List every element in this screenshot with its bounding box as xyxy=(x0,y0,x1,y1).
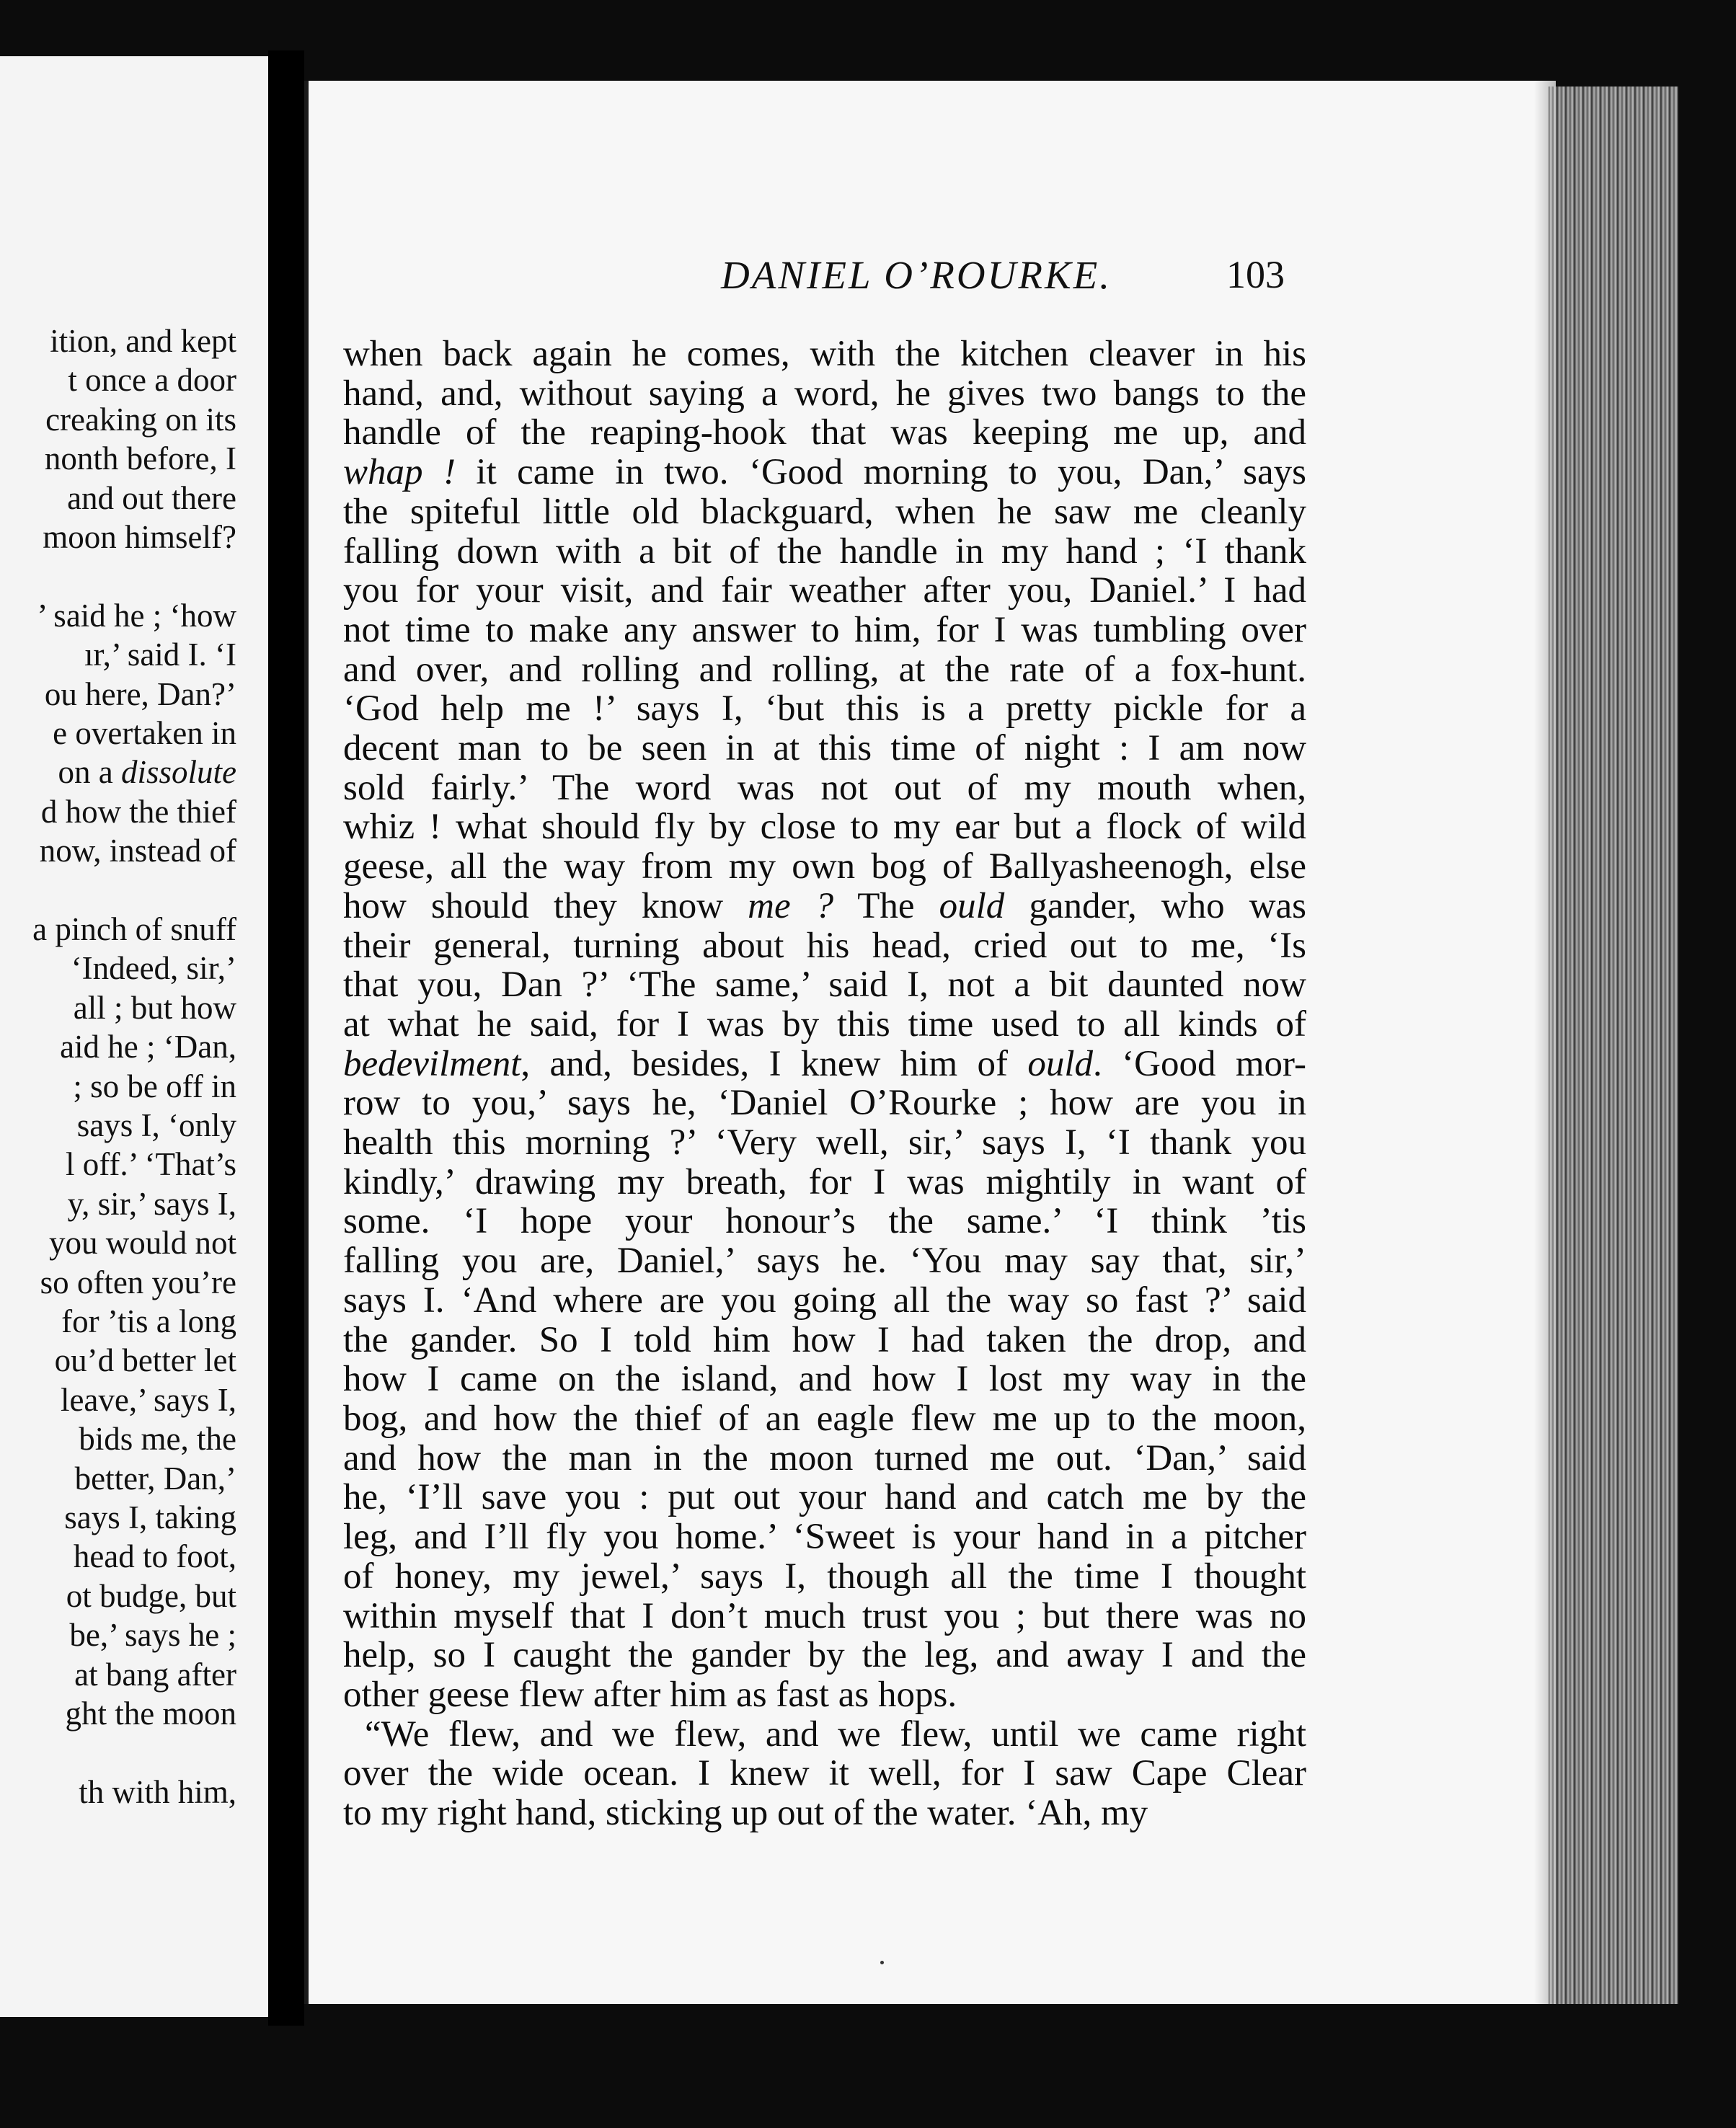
left-page-line: leave,’ says I, xyxy=(60,1381,236,1418)
left-page-line: ou here, Dan?’ xyxy=(44,675,236,712)
text-run: leg, and I’ll fly you home.’ ‘Sweet is your hand in a pitcher xyxy=(343,1517,1306,1558)
text-run: you for your visit, and fair weather after you, Daniel.’ I had xyxy=(343,570,1306,611)
text-line xyxy=(343,1241,1306,1281)
text-run: at what he said, for I was by this time used to all kinds of xyxy=(343,1003,1306,1045)
left-page-line: better, Dan,’ xyxy=(74,1460,236,1497)
text-run: gander, who was xyxy=(1004,885,1307,926)
text-run: their general, turning about his head, cried out to me, ‘Is xyxy=(343,925,1306,966)
text-line xyxy=(343,1636,1306,1675)
text-run: decent man to be seen in at this time of night : I am now xyxy=(343,728,1306,769)
left-page-line: ou’d better let xyxy=(54,1342,236,1379)
text-line xyxy=(343,1163,1306,1202)
text-run: . ‘Good mor- xyxy=(1093,1043,1306,1084)
text-run: The xyxy=(833,885,939,926)
left-page-line: head to foot, xyxy=(73,1538,236,1575)
text-line xyxy=(343,453,1306,492)
text-line xyxy=(343,887,1306,926)
text-line xyxy=(343,807,1306,847)
text-run: to my right hand, sticking up out of the water. ‘Ah, my xyxy=(343,1793,1148,1834)
left-page-line: on a dissolute xyxy=(58,754,236,791)
page-edges xyxy=(1549,87,1678,2004)
left-page-line: moon himself? xyxy=(43,519,236,555)
text-run: how should they know xyxy=(343,885,748,926)
left-page-line: all ; but how xyxy=(73,989,236,1026)
left-page-line: ; so be off in xyxy=(73,1068,236,1104)
left-page-line: creaking on its xyxy=(45,401,236,438)
text-line xyxy=(343,650,1306,690)
left-page-line: ‘Indeed, sir,’ xyxy=(71,950,236,987)
text-run: not time to make any answer to him, for I was tumbling over xyxy=(343,609,1306,650)
left-page-line: ır,’ said I. ‘I xyxy=(84,637,236,673)
left-page-line: ’ said he ; ‘how xyxy=(37,597,236,634)
book-gutter xyxy=(268,50,304,2026)
text-line xyxy=(343,611,1306,650)
text-run: me ? xyxy=(748,885,834,926)
left-page-line: nonth before, I xyxy=(44,440,236,477)
text-line xyxy=(343,729,1306,768)
text-run: the gander. So I told him how I had taken the drop, and xyxy=(343,1319,1306,1360)
left-page-line: says I, taking xyxy=(64,1499,236,1535)
text-line xyxy=(343,532,1306,572)
text-line xyxy=(343,1439,1306,1478)
text-run: within myself that I don’t much trust you ; but there was no xyxy=(343,1595,1306,1636)
text-run: ould xyxy=(1027,1043,1094,1084)
left-page-line: t once a door xyxy=(68,362,236,399)
text-line xyxy=(343,768,1306,808)
text-run: when back again he comes, with the kitchen cleaver in his xyxy=(343,334,1306,374)
text-run: hand, and, without saying a word, he gives two bangs to the xyxy=(343,373,1306,414)
left-page-line: ot budge, but xyxy=(66,1577,236,1614)
text-run: says I. ‘And where are you going all the way so fast ?’ said xyxy=(343,1280,1306,1321)
text-line xyxy=(343,1281,1306,1321)
text-line xyxy=(343,334,1306,374)
text-run: kindly,’ drawing my breath, for I was mightily in want of xyxy=(343,1161,1306,1202)
text-line xyxy=(343,1321,1306,1360)
left-page-line: bids me, the xyxy=(79,1421,236,1458)
text-line xyxy=(343,1202,1306,1241)
page-body-text xyxy=(343,334,1306,1833)
text-run: geese, all the way from my own bog of Ballyasheenogh, else xyxy=(343,846,1306,887)
text-line xyxy=(343,965,1306,1005)
right-page xyxy=(304,81,1553,2004)
left-page-line: be,’ says he ; xyxy=(69,1617,236,1654)
text-run: other geese flew after him as fast as hops. xyxy=(343,1674,957,1715)
text-run: “We flew, and we flew, and we flew, until we came right xyxy=(365,1714,1306,1755)
text-line xyxy=(343,1360,1306,1399)
text-run: ould xyxy=(939,885,1005,926)
text-line xyxy=(343,926,1306,966)
text-line xyxy=(343,1517,1306,1557)
left-page-line: so often you’re xyxy=(40,1264,236,1300)
text-run: whap ! xyxy=(343,452,456,493)
text-line xyxy=(343,413,1306,453)
left-page-line: now, instead of xyxy=(39,833,236,869)
text-line xyxy=(343,1794,1306,1833)
text-line xyxy=(343,492,1306,532)
text-line xyxy=(343,571,1306,611)
text-line xyxy=(343,1045,1306,1084)
left-page-line: ght the moon xyxy=(65,1695,236,1732)
text-line xyxy=(343,1083,1306,1123)
text-run: help, so I caught the gander by the leg, and away I and the xyxy=(343,1635,1306,1676)
text-run: bog, and how the thief of an eagle flew me up to the moon, xyxy=(343,1398,1306,1439)
text-run: row to you,’ says he, ‘Daniel O’Rourke ; how are you in xyxy=(343,1083,1306,1124)
text-run: falling down with a bit of the handle in my hand ; ‘I thank xyxy=(343,531,1306,572)
text-run: , and, besides, I knew him of xyxy=(521,1043,1028,1084)
text-line xyxy=(343,1123,1306,1163)
text-line xyxy=(343,1557,1306,1597)
text-line xyxy=(343,689,1306,729)
text-run: handle of the reaping-hook that was keeping me up, and xyxy=(343,412,1306,453)
text-line xyxy=(343,1478,1306,1517)
left-page-line: th with him, xyxy=(79,1773,236,1810)
running-head: DANIEL O’ROURKE. xyxy=(721,253,1112,297)
text-run: falling you are, Daniel,’ says he. ‘You may say that, sir,’ xyxy=(343,1241,1306,1282)
text-run: whiz ! what should fly by close to my ear but a flock of wild xyxy=(343,807,1306,848)
left-page-line: and out there xyxy=(67,479,236,516)
left-page-line: a pinch of snuff xyxy=(32,911,236,947)
text-run: and over, and rolling and rolling, at the rate of a fox-hunt. xyxy=(343,649,1306,690)
left-page-line: e overtaken in xyxy=(53,715,236,751)
text-line xyxy=(343,1597,1306,1636)
text-run: and how the man in the moon turned me out. ‘Dan,’ said xyxy=(343,1437,1306,1478)
text-line xyxy=(343,1754,1306,1794)
text-run: the spiteful little old blackguard, when he saw me cleanly xyxy=(343,491,1306,532)
left-page-line: at bang after xyxy=(74,1656,236,1693)
text-run: how I came on the island, and how I lost my way in the xyxy=(343,1359,1306,1400)
left-page-line: l off.’ ‘That’s xyxy=(65,1146,236,1183)
text-run: it came in two. ‘Good morning to you, Dan,’ says xyxy=(455,452,1307,493)
text-line xyxy=(343,374,1306,414)
text-run: sold fairly.’ The word was not out of my mouth when, xyxy=(343,767,1306,808)
text-run: bedevilment xyxy=(343,1043,521,1084)
left-page-line: ition, and kept xyxy=(50,323,236,359)
left-page-line: y, sir,’ says I, xyxy=(67,1185,236,1222)
text-line xyxy=(343,1005,1306,1045)
text-line xyxy=(343,1399,1306,1439)
text-run: that you, Dan ?’ ‘The same,’ said I, not a bit daunted now xyxy=(343,965,1306,1006)
left-page-line: for ’tis a long xyxy=(61,1303,236,1339)
text-line xyxy=(343,1715,1306,1755)
text-run: some. ‘I hope your honour’s the same.’ ‘I think ’tis xyxy=(343,1201,1306,1242)
text-run: ‘God help me !’ says I, ‘but this is a pretty pickle for a xyxy=(343,688,1306,730)
page-number: 103 xyxy=(1226,253,1285,296)
text-run: he, ‘I’ll save you : put out your hand and catch me by the xyxy=(343,1477,1306,1518)
left-facing-page xyxy=(0,56,271,2017)
text-run: health this morning ?’ ‘Very well, sir,’ says I, ‘I thank you xyxy=(343,1122,1306,1163)
left-page-line: says I, ‘only xyxy=(76,1107,236,1143)
text-run: of honey, my jewel,’ says I, though all the time I thought xyxy=(343,1556,1306,1597)
left-page-line: aid he ; ‘Dan, xyxy=(60,1029,236,1065)
left-page-line: d how the thief xyxy=(40,793,236,830)
ink-speck xyxy=(880,1961,884,1964)
text-line xyxy=(343,847,1306,887)
text-line xyxy=(343,1675,1306,1715)
text-run: over the wide ocean. I knew it well, for I saw Cape Clear xyxy=(343,1753,1306,1794)
left-page-line: you would not xyxy=(48,1225,236,1262)
